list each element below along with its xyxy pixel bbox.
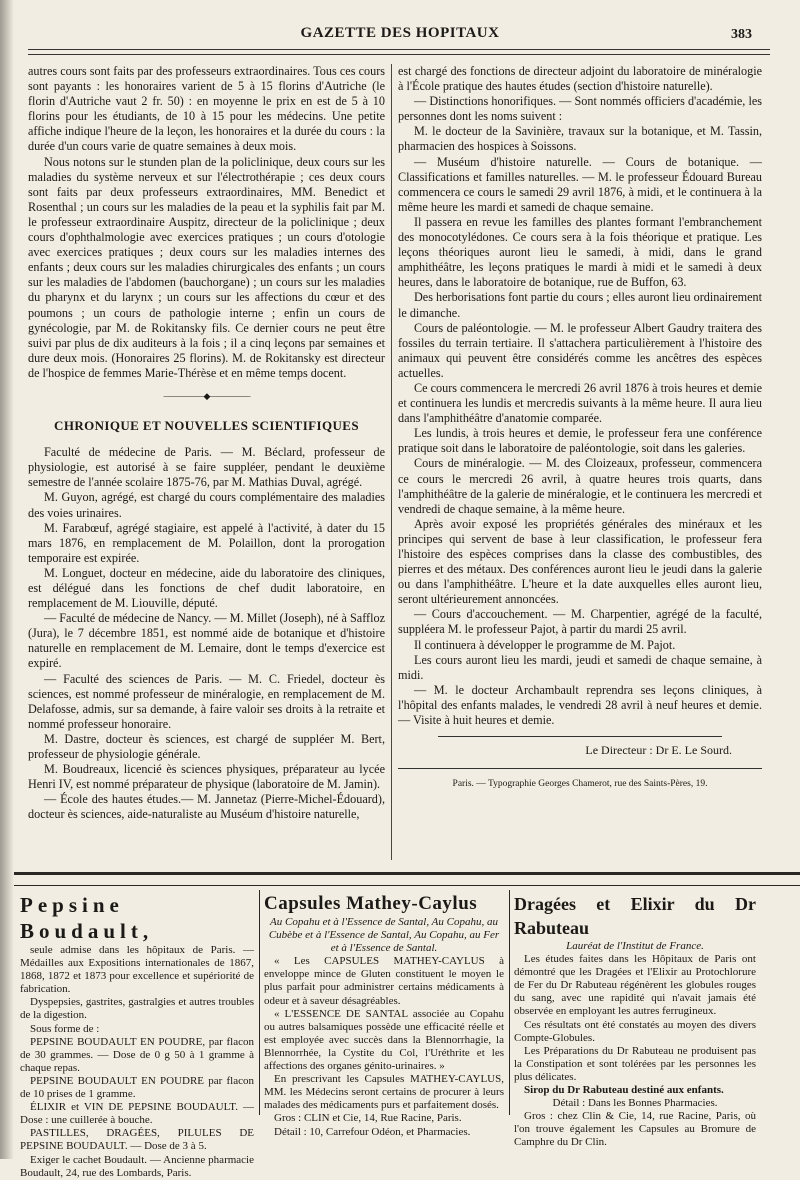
ad-paragraph: En prescrivant les Capsules MATHEY-CAYLUS, MM. les Médecins seront certains de procurer à leurs malades des médicaments purs et parfaitement dosés.: [264, 1073, 504, 1112]
printer-rule: [398, 768, 762, 769]
paragraph: — Muséum d'histoire naturelle. — Cours de botanique. — Classifications et familles naturelles. — M. le professeur Édouard Bureau commencera ce cours le samedi 29 avril 1876, à midi, et le continuera à la même heure les mardi et samedi de chaque semaine.: [398, 154, 762, 214]
ad-title: Dragées et Elixir du Dr Rabuteau: [514, 894, 756, 938]
ad-paragraph: seule admise dans les hôpitaux de Paris. — Médailles aux Expositions internationales de 1867, 1868, 1872 et 1873 pour excellence et supériorité de fabrication.: [20, 944, 254, 996]
paragraph: — Cours d'accouchement. — M. Charpentier, agrégé de la faculté, suppléera M. le professeur Pajot, à partir du mardi 25 avril.: [398, 607, 762, 637]
paragraph: Il continuera à développer le programme de M. Pajot.: [414, 637, 676, 652]
paragraph: est chargé des fonctions de directeur adjoint du laboratoire de minéralogie à l'École pratique des hautes études (section d'histoire naturelle).: [398, 64, 762, 94]
ad-paragraph: Gros : chez Clin & Cie, 14, rue Racine, Paris, où l'on trouve également les Capsules au Bromure de Camphre du Dr Clin.: [514, 1110, 756, 1149]
ad-separator: [259, 890, 260, 1115]
paragraph: M. Guyon, agrégé, est chargé du cours complémentaire des maladies des voies urinaires.: [28, 490, 385, 520]
ad-paragraph: Détail : 10, Carrefour Odéon, et Pharmacies.: [274, 1125, 471, 1138]
page-binding-edge: [0, 0, 14, 1159]
ad-paragraph: Les études faites dans les Hôpitaux de Paris ont démontré que les Dragées et l'Elixir au Protochlorure de Fer du Dr Rabuteau régénèrent les globules rouges du sang, avec une rapidité qui n'avait jamais été observée en employant les autres ferrugineux.: [514, 953, 756, 1018]
ad-paragraph: « L'ESSENCE DE SANTAL associée au Copahu ou autres balsamiques possède une efficacité réelle et est employée avec succès dans la Blennorrhagie, la Blennorrhée, la Cystite du Col, l'Uréthrite et les affections des organes génito-urinaires. »: [264, 1007, 504, 1073]
ad-dragees-rabuteau: [514, 892, 756, 1150]
paragraph: Cours de paléontologie. — M. le professeur Albert Gaudry traitera des fossiles du terrain tertiaire. Il s'attachera particulièrement à l'histoire des animaux qui peuvent être considérés comme les ancêtres des espèces actuelles.: [398, 320, 762, 380]
ad-capsules-mathey-caylus: [264, 892, 504, 1139]
paragraph: M. Boudreaux, licencié ès sciences physiques, préparateur au lycée Henri IV, est nommé préparateur de physique (laboratoire de M. Jamin).: [28, 762, 385, 792]
column-separator: [391, 64, 392, 860]
page-header: [0, 22, 800, 46]
ad-title: Pepsine Boudault,: [20, 893, 154, 943]
ad-paragraph: Dyspepsies, gastrites, gastralgies et autres troubles de la digestion.: [20, 996, 254, 1022]
ad-title: Capsules Mathey-Caylus: [264, 893, 478, 914]
ad-paragraph: « Les CAPSULES MATHEY-CAYLUS à enveloppe mince de Gluten constituent le moyen le plus parfait pour administrer certains médicaments à odeur et à saveur désagréables.: [264, 955, 504, 1007]
ad-paragraph: PEPSINE BOUDAULT EN POUDRE par flacon de 10 prises de 1 gramme.: [20, 1074, 254, 1101]
ad-separator: [509, 890, 510, 1115]
ad-paragraph: Les Préparations du Dr Rabuteau ne produisent pas la Constipation et sont tolérées par les personnes les plus délicates.: [514, 1044, 756, 1083]
ad-pepsine-boudault: [20, 892, 254, 1180]
paragraph: — École des hautes études.— M. Jannetaz (Pierre-Michel-Édouard), docteur ès sciences, aide-naturaliste au Muséum d'histoire naturelle,: [28, 792, 385, 822]
paragraph: M. Longuet, docteur en médecine, aide du laboratoire des cliniques, est délégué dans les fonctions de chef dudit laboratoire, en remplacement de M. Liouville, député.: [28, 565, 385, 611]
ad-paragraph: Au Copahu et à l'Essence de Santal, Au Copahu, au Cubèbe et à l'Essence de Santal, Au Copahu, au Fer et à l'Essence de Santal.: [268, 916, 500, 955]
page-number: 383: [731, 27, 752, 42]
paragraph: Il passera en revue les familles des plantes formant l'embranchement des monocotylédones. Ce cours sera à la fois théorique et pratique. Les leçons théoriques auront lieu le samedi, à midi, dans le grand amphithéâtre, les leçons pratiques le mardi à midi et le samedi à deux heures, dans le laboratoire de botanique, rue de Buffon, 63.: [398, 214, 762, 290]
header-rule: [28, 49, 770, 55]
printer-imprint: Paris. — Typographie Georges Chamerot, rue des Saints-Pères, 19.: [452, 779, 708, 790]
advertisement-rule: [14, 872, 800, 886]
ad-paragraph: PEPSINE BOUDAULT EN POUDRE, par flacon de 30 grammes. — Dose de 0 g 50 à 1 gramme à chaque repas.: [20, 1035, 254, 1074]
ad-paragraph: Sirop du Dr Rabuteau destiné aux enfants.: [524, 1084, 724, 1097]
paragraph: Nous notons sur le stunden plan de la policlinique, deux cours sur les maladies du système nerveux et sur l'électrothérapie ; ces deux cours sont faits par deux professeurs extraordinaires, MM. Benedict et Rosenthal ; un cours sur les maladies de la peau et la syphilis fait par M. le professeur extraordinaire Auspitz, directeur de la policlinique ; deux cours d'ophthalmologie avec exercices pratiques ; un cours d'otologie avec exercices pratiques ; deux cours sur les maladies internes des enfants ; deux cours sur les maladies chirurgicales des enfants ; un cours sur les maladies de l'abdomen (bauchorgane) ; un cours sur les maladies du pharynx et du larynx ; un cours sur les affections du cœur et des poumons ; un cours de pathologie interne ; enfin un cours de gynécologie, par M. de Rokitansky fils. Ce dernier cours ne peut être suivi par plus de dix auditeurs à la fois ; il a cinq leçons par semaines et dure deux mois. (Honoraires 25 florins). M. de Rokitansky est directeur de l'hospice de femmes Marie-Thérèse et en même temps docent.: [28, 154, 385, 380]
paragraph: — M. le docteur Archambault reprendra ses leçons cliniques, à l'hôpital des enfants malades, le vendredi 28 avril à neuf heures et demie. — Visite à huit heures et demie.: [398, 682, 762, 728]
column-left: [28, 64, 385, 823]
paragraph: M. Dastre, docteur ès sciences, est chargé de suppléer M. Bert, professeur de physiologie générale.: [28, 731, 385, 762]
paragraph: — Faculté des sciences de Paris. — M. C. Friedel, docteur ès sciences, est nommé professeur de minéralogie, en remplacement de M. Delafosse, admis, sur sa demande, à faire valoir ses droits à la retraite et nommé professeur honoraire.: [28, 671, 385, 731]
paragraph: autres cours sont faits par des professeurs extraordinaires. Tous ces cours sont payants : les honoraires varient de 5 à 15 florins d'Autriche (le florin d'Autriche vaut 2 fr. 50) : en moyenne le prix en est de 5 à 10 florins pour les étudiants, de 10 à 15 pour les médecins. Une petite affiche indique l'heure de la leçon, les honoraires et la durée du cours : la durée d'un cours varie de quatre semaines à deux mois.: [28, 64, 385, 154]
ad-paragraph: Détail : Dans les Bonnes Pharmacies.: [552, 1097, 718, 1110]
paragraph: Ce cours commencera le mercredi 26 avril 1876 à trois heures et demie et continuera les lundis et mercredis suivants à la même heure. Il aura lieu dans l'amphithéâtre d'anatomie comparée.: [398, 380, 762, 426]
ad-subtitle: Lauréat de l'Institut de France.: [566, 940, 704, 952]
journal-title: GAZETTE DES HOPITAUX: [300, 25, 500, 41]
ad-paragraph: Ces résultats ont été constatés au moyen des divers Compte-Globules.: [514, 1018, 756, 1044]
column-right: [398, 64, 762, 792]
paragraph: Les lundis, à trois heures et demie, le professeur fera une conférence pratique soit dans le laboratoire de paléontologie, soit dans les galeries.: [398, 426, 762, 456]
signature-rule: [438, 736, 722, 737]
director-signature: Le Directeur : Dr E. Le Sourd.: [585, 743, 732, 758]
paragraph: M. le docteur de la Savinière, travaux sur la botanique, et M. Tassin, pharmacien des hospices à Soissons.: [398, 124, 762, 154]
ad-paragraph: PASTILLES, DRAGÉES, PILULES DE PEPSINE BOUDAULT. — Dose de 3 à 5.: [20, 1127, 254, 1153]
ad-paragraph: Exiger le cachet Boudault. — Ancienne pharmacie Boudault, 24, rue des Lombards, Paris.: [20, 1153, 254, 1179]
paragraph: Les cours auront lieu les mardi, jeudi et samedi de chaque semaine, à midi.: [398, 652, 762, 682]
paragraph: — Distinctions honorifiques. — Sont nommés officiers d'académie, les personnes dont les noms suivent :: [398, 94, 762, 124]
paragraph: — Faculté de médecine de Nancy. — M. Millet (Joseph), né à Saffloz (Jura), le 7 décembre 1851, est nommé aide de botanique et d'histoire naturelle en remplacement de M. Lemaire, dont le temps d'exercice est expiré.: [28, 611, 385, 671]
ornament-divider: —————◆—————: [163, 390, 250, 401]
paragraph: Des herborisations font partie du cours ; elles auront lieu ordinairement le dimanche.: [398, 290, 762, 320]
paragraph: Cours de minéralogie. — M. des Cloizeaux, professeur, commencera ce cours le mercredi 26 avril, à quatre heures trois quarts, dans l'amphithéâtre de la galerie de minéralogie, et le continuera les mercredi et vendredi de chaque semaine, à la même heure.: [398, 456, 762, 516]
section-title: CHRONIQUE ET NOUVELLES SCIENTIFIQUES: [54, 418, 359, 434]
paragraph: Faculté de médecine de Paris. — M. Béclard, professeur de physiologie, est autorisé à se faire suppléer, pendant le deuxième semestre de l'année scolaire 1875-76, par M. Mathias Duval, agrégé.: [28, 445, 385, 490]
ad-paragraph: Gros : CLIN et Cie, 14, Rue Racine, Paris.: [274, 1112, 462, 1125]
paragraph: M. Farabœuf, agrégé stagiaire, est appelé à l'activité, à dater du 15 mars 1876, en remplacement de M. Polaillon, dont la prorogation temporaire est expirée.: [28, 520, 385, 565]
paragraph: Après avoir exposé les propriétés générales des minéraux et les principes qui servent de base à leur classification, le professeur fera l'histoire des espèces comprises dans la classe des combustibles, des pierres et des métaux. Des conférences auront lieu le jeudi dans la galerie ou dans l'amphithéâtre. L'heure et la date auxquelles elles auront lieu, seront ultérieurement annoncées.: [398, 516, 762, 607]
ad-paragraph: Sous forme de :: [30, 1022, 100, 1035]
ad-paragraph: ÉLIXIR et VIN DE PEPSINE BOUDAULT. — Dose : une cuillerée à bouche.: [20, 1101, 254, 1127]
